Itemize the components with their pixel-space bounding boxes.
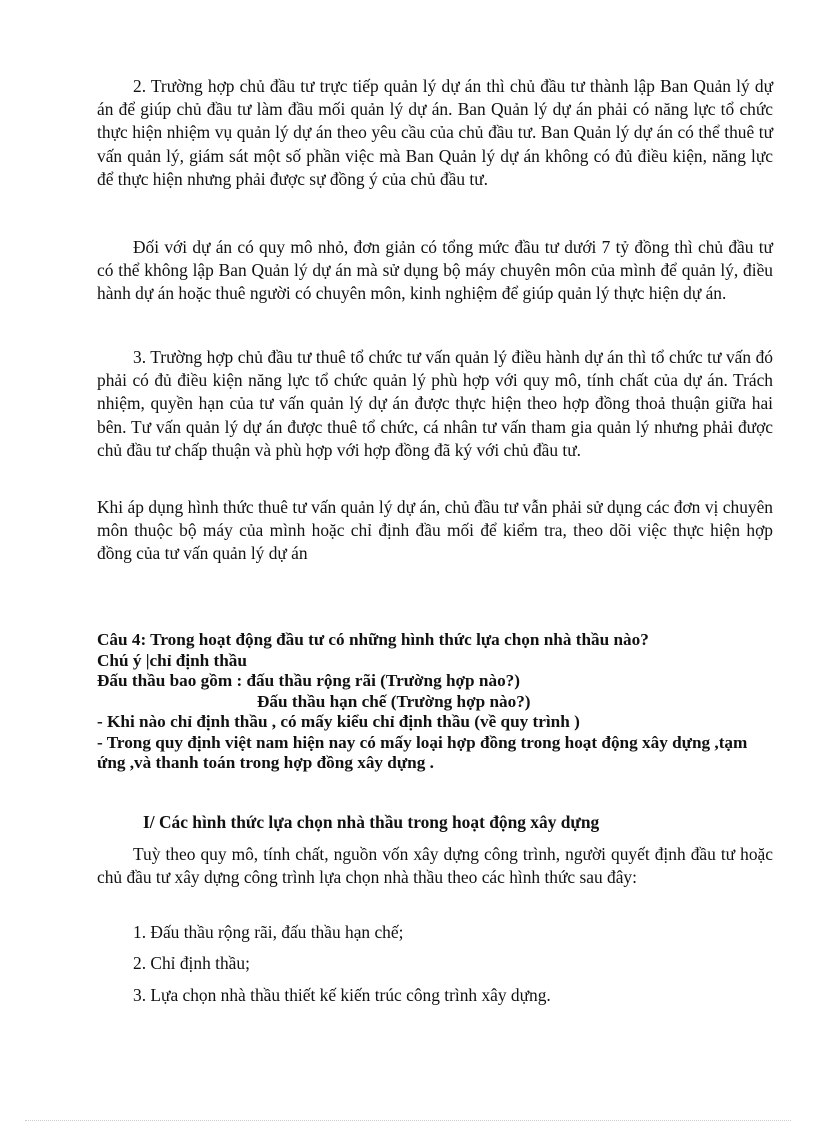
question-direct-appointment: - Khi nào chỉ định thầu , có mấy kiểu chỉ định thầu (về quy trình ) [97,712,580,731]
question-block [97,630,773,774]
paragraph-small-project: Đối với dự án có quy mô nhỏ, đơn giản có tổng mức đầu tư dưới 7 tỷ đồng thì chủ đầu tư có thể không lập Ban Quản lý dự án mà sử dụng bộ máy chuyên môn của mình để quản lý, điều hành dự án hoặc thuê người có chuyên môn, kinh nghiệm để giúp quản lý thực hiện dự án. [97,237,773,304]
list-item: 3. Lựa chọn nhà thầu thiết kế kiến trúc công trình xây dựng. [133,985,551,1005]
section-intro-paragraph: Tuỳ theo quy mô, tính chất, nguồn vốn xây dựng công trình, người quyết định đầu tư hoặc chủ đầu tư xây dựng công trình lựa chọn nhà thầu theo các hình thức sau đây: [97,844,773,888]
question-title: Câu 4: Trong hoạt động đầu tư có những hình thức lựa chọn nhà thầu nào? [97,630,649,649]
paragraph-project-management-board: 2. Trường hợp chủ đầu tư trực tiếp quản lý dự án thì chủ đầu tư thành lập Ban Quản lý dự án để giúp chủ đầu tư làm đầu mối quản lý dự án. Ban Quản lý dự án phải có năng lực tổ chức thực hiện nhiệm vụ quản lý dự án theo yêu cầu của chủ đầu tư. Ban Quản lý dự án có thể thuê tư vấn quản lý, giám sát một số phần việc mà Ban Quản lý dự án không có đủ điều kiện, năng lực để thực hiện nhưng phải được sự đồng ý của chủ đầu tư. [97,76,773,189]
question-note: Chú ý |chỉ định thầu [97,650,247,670]
paragraph-consulting-organization: 3. Trường hợp chủ đầu tư thuê tổ chức tư vấn quản lý điều hành dự án thì tổ chức tư vấn đó phải có đủ điều kiện năng lực tổ chức quản lý phù hợp với quy mô, tính chất của dự án. Trách nhiệm, quyền hạn của tư vấn quản lý dự án được thực hiện theo hợp đồng thoả thuận giữa hai bên. Tư vấn quản lý dự án được thuê tổ chức, cá nhân tư vấn tham gia quản lý nhưng phải được chủ đầu tư chấp thuận và phù hợp với hợp đồng đã ký với chủ đầu tư. [97,347,773,460]
paragraph-consultant-supervision: Khi áp dụng hình thức thuê tư vấn quản lý dự án, chủ đầu tư vẫn phải sử dụng các đơn vị chuyên môn thuộc bộ máy của mình hoặc chỉ định đầu mối để kiểm tra, theo dõi việc thực hiện hợp đồng của tư vấn quản lý dự án [97,497,773,564]
question-contract-types: - Trong quy định việt nam hiện nay có mấy loại hợp đồng trong hoạt động xây dựng ,tạm ứng ,và thanh toán trong hợp đồng xây dựng . [97,732,748,772]
question-limited-bidding: Đấu thầu hạn chế (Trường hợp nào?) [257,691,531,711]
page-bottom-divider [25,1120,791,1121]
question-open-bidding: Đấu thầu bao gồm : đấu thầu rộng rãi (Trường hợp nào?) [97,671,520,690]
list-item: 1. Đấu thầu rộng rãi, đấu thầu hạn chế; [133,922,404,942]
section-heading: I/ Các hình thức lựa chọn nhà thầu trong hoạt động xây dựng [143,812,600,832]
list-item: 2. Chỉ định thầu; [133,953,250,973]
